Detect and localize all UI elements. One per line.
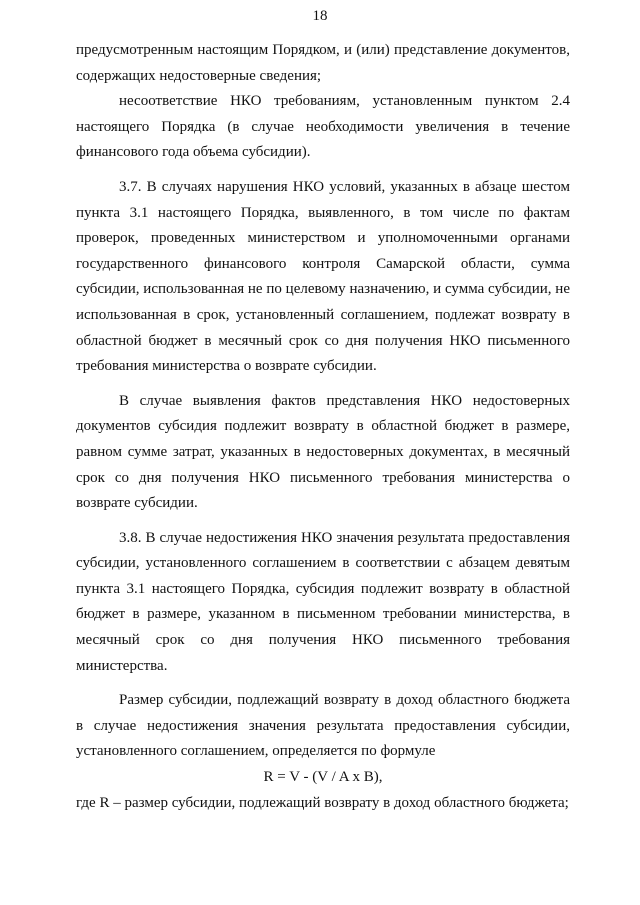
formula-definition: где R – размер субсидии, подлежащий возврату в доход областного бюджета; bbox=[76, 794, 569, 811]
paragraph-false-documents: В случае выявления фактов представления НКО недостоверных документов субсидия подлежит возврату в областной бюджет в размере, равном сумме затрат, указанных в недостоверных документах, в месячный срок со дня получения НКО письменного требования министерства о возврате субсидии. bbox=[76, 392, 570, 512]
paragraph-3-8: 3.8. В случае недостижения НКО значения результата предоставления субсидии, установленного соглашением в соответствии с абзацем девятым пункта 3.1 настоящего Порядка, субсидия подлежит возврату в областной бюджет в размере, указанном в письменном требовании министерства, в месячный срок со дня получения НКО письменного требования министерства. bbox=[76, 529, 570, 674]
paragraph-noncompliance: несоответствие НКО требованиям, установленным пунктом 2.4 настоящего Порядка (в случае необходимости увеличения в течение финансового года объема субсидии). bbox=[76, 93, 570, 161]
formula: R = V - (V / A x B), bbox=[263, 769, 383, 786]
paragraph-continuation: предусмотренным настоящим Порядком, и (или) представление документов, содержащих недостоверные сведения; bbox=[76, 42, 570, 84]
paragraph-refund-amount: Размер субсидии, подлежащий возврату в доход областного бюджета в случае недостижения значения результата предоставления субсидии, установленного соглашением, определяется по формуле bbox=[76, 692, 570, 760]
paragraph-3-7: 3.7. В случаях нарушения НКО условий, указанных в абзаце шестом пункта 3.1 настоящего Порядка, выявленного, в том числе по фактам проверок, проведенных министерством и уполномоченными органами государственного финансового контроля Самарской области, сумма субсидии, использованная не по целевому назначению, и сумма субсидии, не использованная в срок, установленный соглашением, подлежат возврату в областной бюджет в месячный срок со дня получения НКО письменного требования министерства о возврате субсидии. bbox=[76, 178, 570, 375]
document-body bbox=[76, 38, 570, 816]
page-number: 18 bbox=[312, 8, 328, 24]
